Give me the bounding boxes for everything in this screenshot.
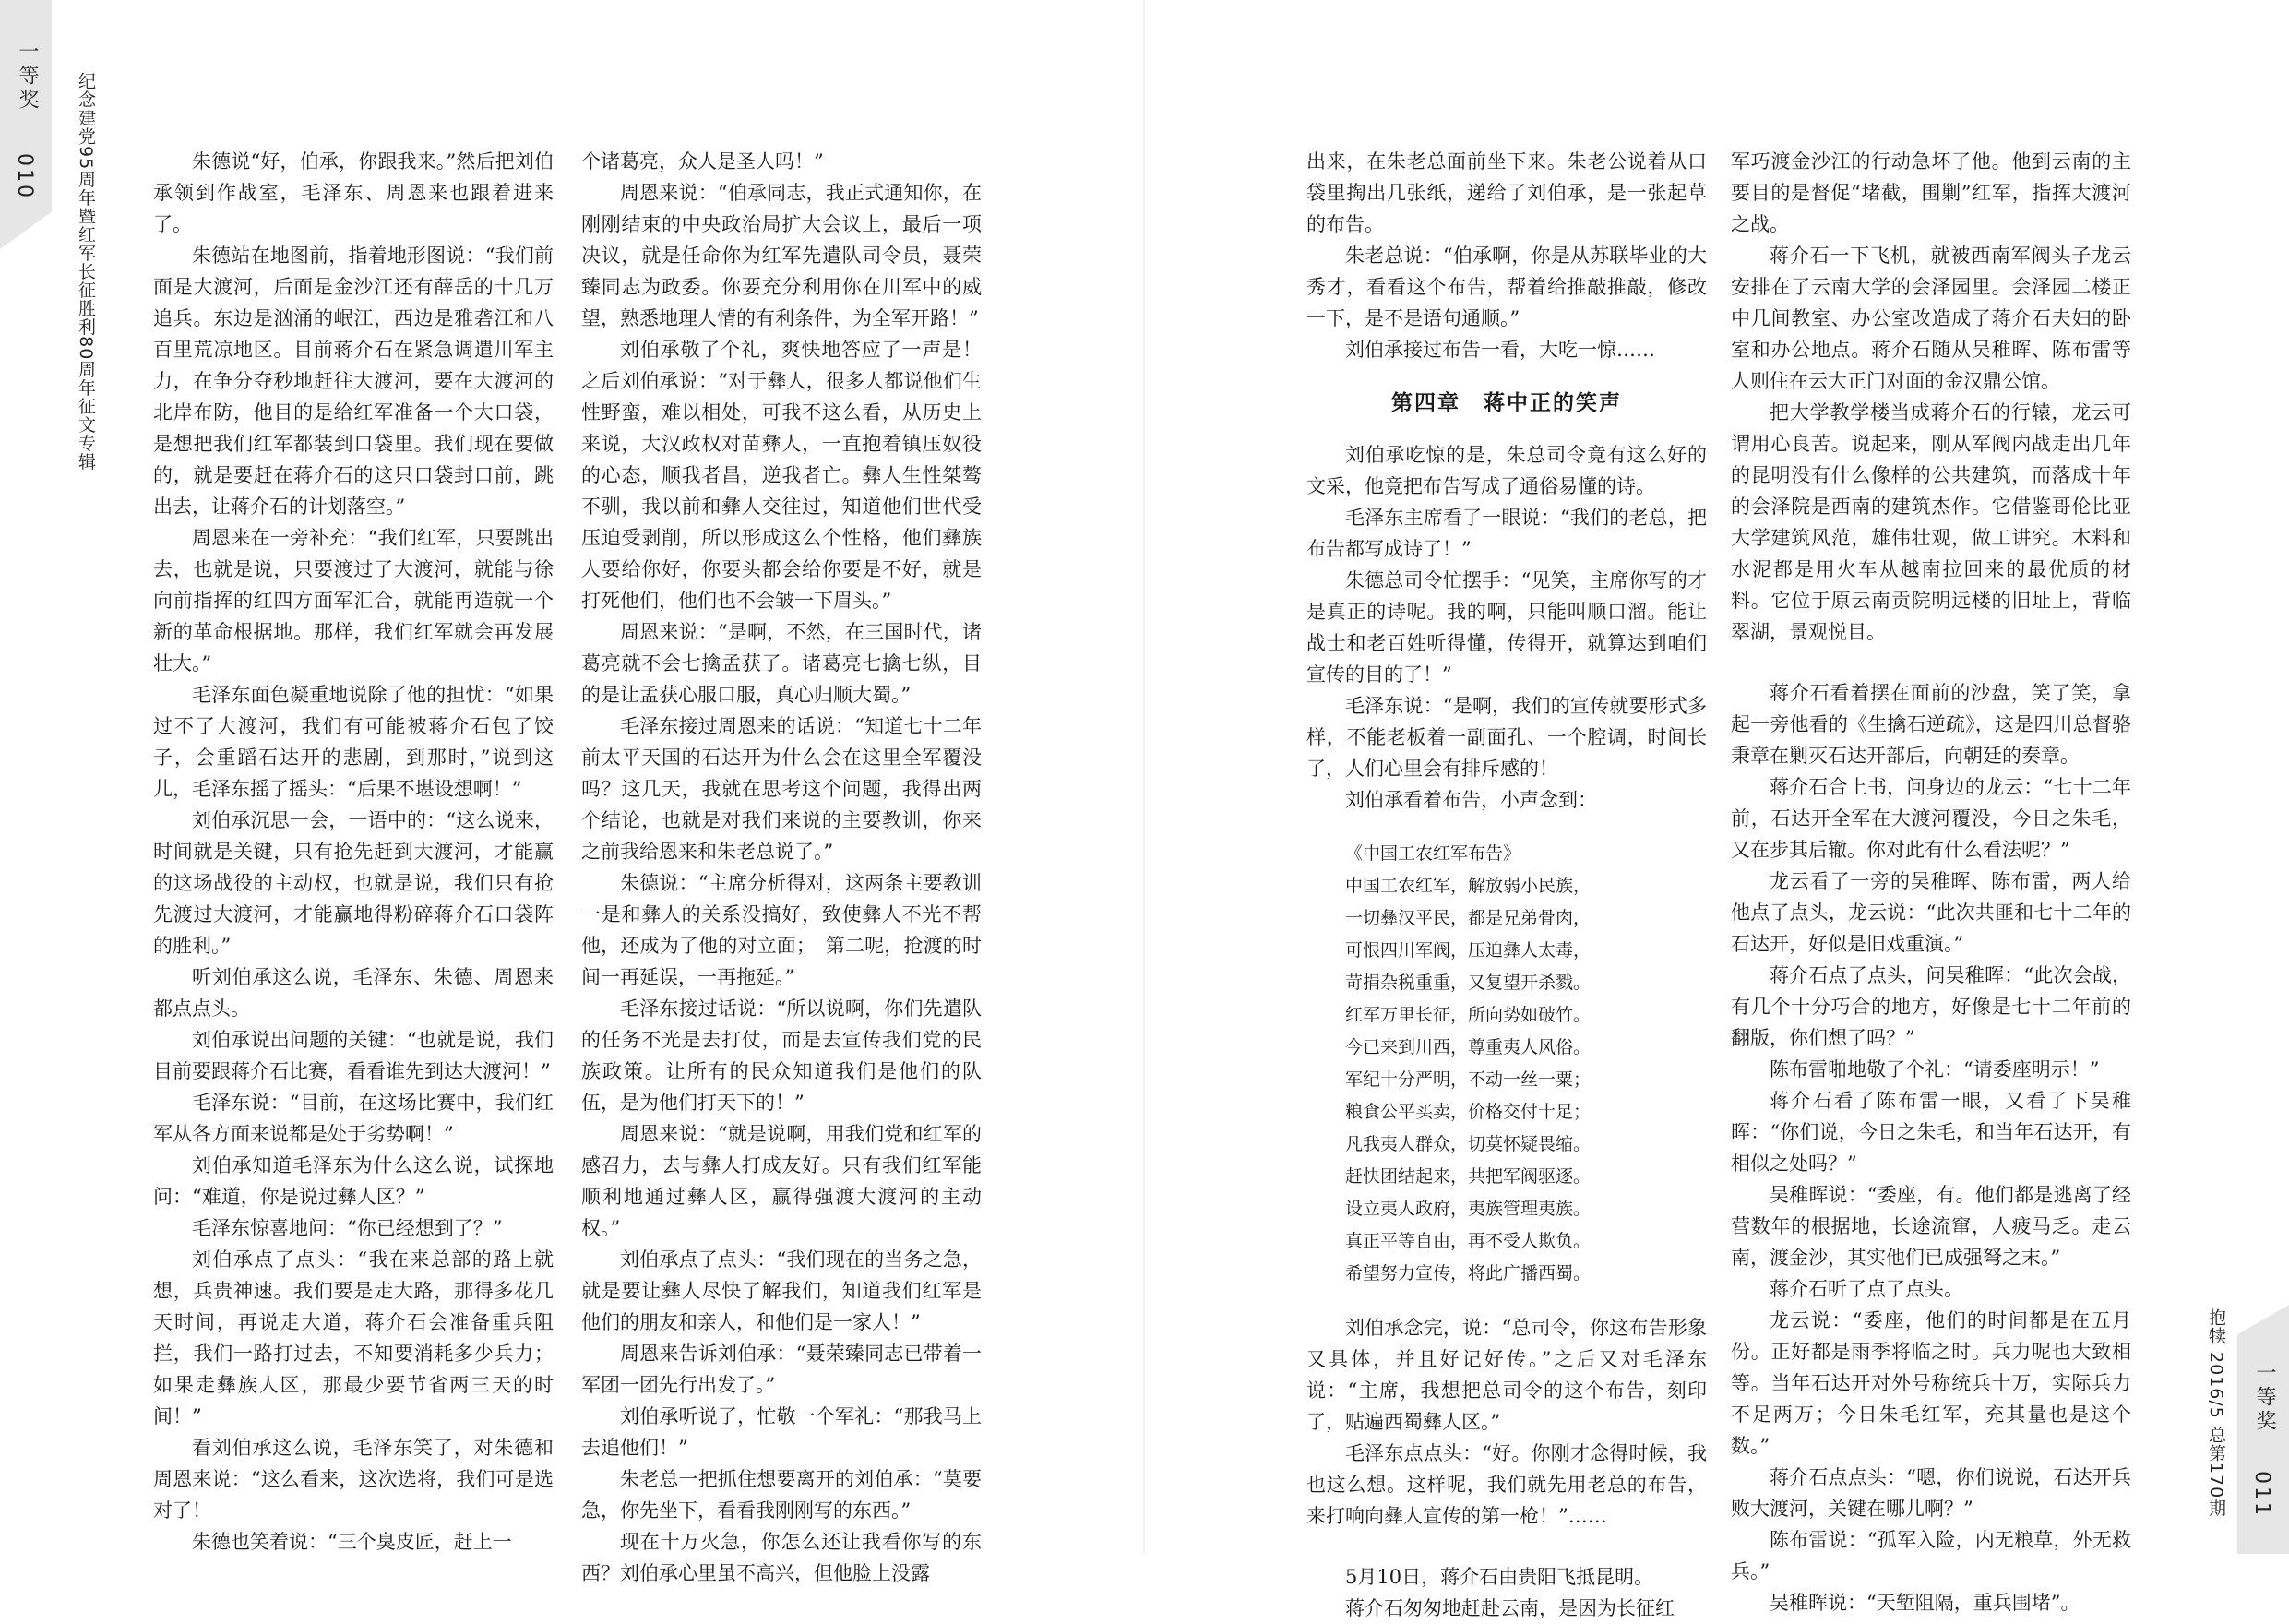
column-3	[1306, 146, 1707, 1624]
paragraph: 现在十万火急，你怎么还让我看你写的东西？刘伯承心里虽不高兴，但他脸上没露	[581, 1531, 982, 1584]
paragraph: 周恩来说：“就是说啊，用我们党和红军的感召力，去与彝人打成友好。只有我们红军能顺利地通过彝人区，赢得强渡大渡河的主动权。”	[581, 1123, 982, 1239]
poem-line: 真正平等自由，再不受人欺负。	[1345, 1231, 1592, 1251]
paragraph: 朱德站在地图前，指着地形图说：“我们前面是大渡河，后面是金沙江还有薛岳的十几万追兵。东边是汹涌的岷江，西边是雅砻江和八百里荒凉地区。目前蒋介石在紧急调遣川军主力，在争分夺秒地赶往大渡河，要在大渡河的北岸布防，他目的是给红军准备一个大口袋，是想把我们红军都装到口袋里。我们现在要做的，就是要赶在蒋介石的这只口袋封口前，跳出去，让蒋介石的计划落空。”	[153, 245, 554, 518]
poem-line: 今已来到川西，尊重夷人风俗。	[1345, 1037, 1592, 1057]
paragraph: 个诸葛亮，众人是圣人吗！”	[581, 150, 824, 173]
paragraph: 毛泽东主席看了一眼说：“我们的老总，把布告都写成诗了！”	[1306, 507, 1707, 560]
paragraph: 听刘伯承这么说，毛泽东、朱德、周恩来都点点头。	[153, 966, 554, 1020]
left-page-number: 010	[13, 153, 36, 200]
paragraph: 毛泽东接过周恩来的话说：“知道七十二年前太平天国的石达开为什么会在这里全军覆没吗？这几天，我就在思考这个问题，我得出两个结论，也就是对我们来说的主要教训，你来之前我给恩来和朱老总说了。”	[581, 715, 982, 863]
poem-line: 苛捐杂税重重，又复望开杀戮。	[1345, 973, 1592, 993]
chapter-heading: 第四章 蒋中正的笑声	[1391, 391, 1622, 415]
paragraph: 刘伯承说出问题的关键：“也就是说，我们目前要跟蒋介石比赛，看看谁先到达大渡河！”	[153, 1029, 554, 1082]
paragraph: 刘伯承看着布告，小声念到：	[1345, 789, 1597, 811]
paragraph: 蒋介石看着摆在面前的沙盘，笑了笑，拿起一旁他看的《生擒石逆疏》，这是四川总督骆秉章在剿灭石达开部后，向朝廷的奏章。	[1731, 682, 2131, 767]
left-page	[0, 0, 1144, 1584]
paragraph: 蒋介石点了点头，问吴稚晖：“此次会战，有几个十分巧合的地方，好像是七十二年前的翻版，你们想了吗？”	[1731, 964, 2131, 1049]
paragraph: 周恩来说：“伯承同志，我正式通知你，在刚刚结束的中央政治局扩大会议上，最后一项决议，就是任命你为红军先遣队司令员，聂荣臻同志为政委。你要充分利用你在川军中的威望，熟悉地理人情的有利条件，为全军开路！”	[581, 182, 982, 329]
paragraph: 蒋介石听了点了点头。	[1770, 1278, 1963, 1300]
poem-title: 《中国工农红军布告》	[1345, 843, 1521, 864]
left-award-label: 一等奖	[16, 41, 39, 113]
paragraph: 刘伯承听说了，忙敬一个军礼：“那我马上去追他们！”	[581, 1405, 982, 1459]
paragraph: 陈布雷啪地敬了个礼：“请委座明示！”	[1770, 1058, 2100, 1081]
paragraph: 刘伯承点了点头：“我在来总部的路上就想，兵贵神速。我们要是走大路，那得多花几天时间，再说走大道，蒋介石会准备重兵阻拦，我们一路打过去，不知要消耗多少兵力；如果走彝族人区，那最少要节省两三天的时间！”	[153, 1248, 554, 1427]
paragraph: 刘伯承接过布告一看，大吃一惊……	[1345, 339, 1655, 361]
paragraph: 军巧渡金沙江的行动急坏了他。他到云南的主要目的是督促“堵截，围剿”红军，指挥大渡河之战。	[1731, 150, 2131, 235]
poem-line: 凡我夷人群众，切莫怀疑畏缩。	[1345, 1134, 1592, 1154]
paragraph: 朱老总说：“伯承啊，你是从苏联毕业的大秀才，看看这个布告，帮着给推敲推敲，修改一下，是不是语句通顺。”	[1306, 245, 1707, 329]
poem-line: 红军万里长征，所向势如破竹。	[1345, 1005, 1592, 1025]
journal-info: 抱犊 2016/5 总第170期	[2206, 1308, 2226, 1518]
right-page-number: 011	[2250, 1471, 2273, 1518]
paragraph: 把大学教学楼当成蒋介石的行辕，龙云可谓用心良苦。说起来，刚从军阀内战走出几年的昆明没有什么像样的公共建筑，而落成十年的会泽院是西南的建筑杰作。它借鉴哥伦比亚大学建筑风范，雄伟壮观，做工讲究。木料和水泥都是用火车从越南拉回来的最优质的材料。它位于原云南贡院明远楼的旧址上，背临翠湖，景观悦目。	[1731, 401, 2131, 643]
paragraph: 朱老总一把抓住想要离开的刘伯承：“莫要急，你先坐下，看看我刚刚写的东西。”	[581, 1468, 982, 1522]
paragraph: 朱德说：“主席分析得对，这两条主要教训一是和彝人的关系没搞好，致使彝人不光不帮他，还成为了他的对立面； 第二呢，抢渡的时间一再延误，一再拖延。”	[581, 872, 982, 988]
column-2	[581, 146, 982, 1589]
paragraph: 刘伯承知道毛泽东为什么这么说，试探地问：“难道，你是说过彝人区？”	[153, 1154, 554, 1208]
right-award-label: 一等奖	[2253, 1362, 2276, 1434]
paragraph: 陈布雷说：“孤军入险，内无粮草，外无救兵。”	[1731, 1529, 2131, 1582]
paragraph: 刘伯承吃惊的是，朱总司令竟有这么好的文采，他竟把布告写成了通俗易懂的诗。	[1306, 444, 1707, 497]
paragraph: 看刘伯承这么说，毛泽东笑了，对朱德和周恩来说：“这么看来，这次选将，我们可是选对了！	[153, 1437, 554, 1522]
right-page	[1145, 0, 2289, 1619]
paragraph: 蒋介石合上书，问身边的龙云：“七十二年前，石达开全军在大渡河覆没，今日之朱毛，又在步其后辙。你对此有什么看法呢？”	[1731, 776, 2131, 861]
poem-line: 希望努力宣传，将此广播西蜀。	[1345, 1263, 1592, 1284]
proclamation-poem	[1306, 838, 1707, 1290]
paragraph: 朱德说“好，伯承，你跟我来。”然后把刘伯承领到作战室，毛泽东、周恩来也跟着进来了。	[153, 150, 554, 235]
paragraph: 刘伯承敬了个礼，爽快地答应了一声是！之后刘伯承说：“对于彝人，很多人都说他们生性野蛮，难以相处，可我不这么看，从历史上来说，大汉政权对苗彝人，一直抱着镇压奴役的心态，顺我者昌，逆我者亡。彝人生性桀骜不驯，我以前和彝人交往过，知道他们世代受压迫受剥削，所以形成这么个性格，他们彝族人要给你好，你要头都会给你要是不好，就是打死他们，他们也不会皱一下眉头。”	[581, 339, 982, 612]
paragraph: 毛泽东接过话说：“所以说啊，你们先遣队的任务不光是去打仗，而是去宣传我们党的民族政策。让所有的民众知道我们是他们的队伍，是为他们打天下的！”	[581, 997, 982, 1114]
paragraph: 蒋介石点点头：“嗯，你们说说，石达开兵败大渡河，关键在哪儿啊？”	[1731, 1466, 2131, 1520]
paragraph: 毛泽东说：“是啊，我们的宣传就要形式多样，不能老板着一副面孔、一个腔调，时间长了，人们心里会有排斥感的！	[1306, 695, 1707, 780]
paragraph: 毛泽东说：“目前，在这场比赛中，我们红军从各方面来说都是处于劣势啊！”	[153, 1092, 554, 1145]
poem-line: 可恨四川军阀，压迫彝人太毒，	[1345, 940, 1592, 961]
paragraph: 周恩来说：“是啊，不然，在三国时代，诸葛亮就不会七擒孟获了。诸葛亮七擒七纵，目的是让孟获心服口服，真心归顺大蜀。”	[581, 621, 982, 706]
paragraph: 毛泽东点点头：“好。你刚才念得时候，我也这么想。这样呢，我们就先用老总的布告，来打响向彝人宣传的第一枪！”……	[1306, 1442, 1707, 1527]
poem-line: 设立夷人政府，夷族管理夷族。	[1345, 1199, 1592, 1219]
poem-line: 中国工农红军，解放弱小民族，	[1345, 876, 1592, 896]
poem-line: 军纪十分严明，不动一丝一粟；	[1345, 1069, 1592, 1090]
paragraph: 周恩来告诉刘伯承：“聂荣臻同志已带着一军团一团先行出发了。”	[581, 1343, 982, 1396]
paragraph: 蒋介石一下飞机，就被西南军阀头子龙云安排在了云南大学的会泽园里。会泽园二楼正中几间教室、办公室改造成了蒋介石夫妇的卧室和办公地点。蒋介石随从吴稚晖、陈布雷等人则住在云大正门对面的金汉鼎公馆。	[1731, 245, 2131, 392]
paragraph: 朱德也笑着说：“三个臭皮匠，赶上一	[192, 1531, 512, 1553]
column-4	[1731, 146, 2131, 1618]
poem-line: 赶快团结起来，共把军阀驱逐。	[1345, 1166, 1592, 1187]
poem-line: 粮食公平买卖，价格交付十足；	[1345, 1102, 1592, 1122]
paragraph: 毛泽东惊喜地问：“你已经想到了？”	[192, 1217, 503, 1239]
column-1	[153, 146, 554, 1558]
paragraph: 周恩来在一旁补充：“我们红军，只要跳出去，也就是说，只要渡过了大渡河，就能与徐向前指挥的红四方面军汇合，就能再造就一个新的革命根据地。那样，我们红军就会再发展壮大。”	[153, 527, 554, 675]
paragraph: 蒋介石看了陈布雷一眼，又看了下吴稚晖：“你们说，今日之朱毛，和当年石达开，有相似之处吗？”	[1731, 1090, 2131, 1175]
paragraph: 刘伯承沉思一会，一语中的：“这么说来，时间就是关键，只有抢先赶到大渡河，才能赢的这场战役的主动权，也就是说，我们只有抢先渡过大渡河，才能赢地得粉碎蒋介石口袋阵的胜利。”	[153, 809, 554, 957]
poem-line: 一切彝汉平民，都是兄弟骨肉，	[1345, 908, 1592, 928]
left-corner-tab	[0, 0, 52, 249]
paragraph: 刘伯承念完，说：“总司令，你这布告形象又具体，并且好记好传。”之后又对毛泽东说：“主席，我想把总司令的这个布告，刻印了，贴遍西蜀彝人区。”	[1306, 1317, 1707, 1433]
paragraph: 龙云看了一旁的吴稚晖、陈布雷，两人给他点了点头，龙云说：“此次共匪和七十二年的石达开，好似是旧戏重演。”	[1731, 870, 2131, 955]
paragraph: 吴稚晖说：“委座，有。他们都是逃离了经营数年的根据地，长途流窜，人疲马乏。走云南，渡金沙，其实他们已成强弩之末。”	[1731, 1184, 2131, 1269]
paragraph: 吴稚晖说：“天堑阻隔，重兵围堵”。	[1770, 1592, 2080, 1614]
paragraph: 朱德总司令忙摆手：“见笑，主席你写的才是真正的诗呢。我的啊，只能叫顺口溜。能让战士和老百姓听得懂，传得开，就算达到咱们宣传的目的了！”	[1306, 569, 1707, 686]
series-title: 纪念建党95周年暨红军长征胜利80周年征文专辑	[76, 72, 96, 472]
paragraph: 5月10日，蒋介石由贵阳飞抵昆明。	[1345, 1566, 1654, 1588]
paragraph: 刘伯承点了点头：“我们现在的当务之急，就是要让彝人尽快了解我们，知道我们红军是他们的朋友和亲人，和他们是一家人！”	[581, 1248, 982, 1333]
paragraph: 龙云说：“委座，他们的时间都是在五月份。正好都是雨季将临之时。兵力呢也大致相等。当年石达开对外号称统兵十万，实际兵力不足两万；今日朱毛红军，充其量也是这个数。”	[1731, 1309, 2131, 1457]
paragraph: 出来，在朱老总面前坐下来。朱老公说着从口袋里掏出几张纸，递给了刘伯承，是一张起草的布告。	[1306, 150, 1707, 235]
paragraph: 蒋介石匆匆地赶赴云南，是因为长征红	[1345, 1597, 1675, 1619]
paragraph: 毛泽东面色凝重地说除了他的担忧：“如果过不了大渡河，我们有可能被蒋介石包了饺子，会重蹈石达开的悲剧，到那时，”说到这儿，毛泽东摇了摇头：“后果不堪设想啊！”	[153, 684, 554, 800]
